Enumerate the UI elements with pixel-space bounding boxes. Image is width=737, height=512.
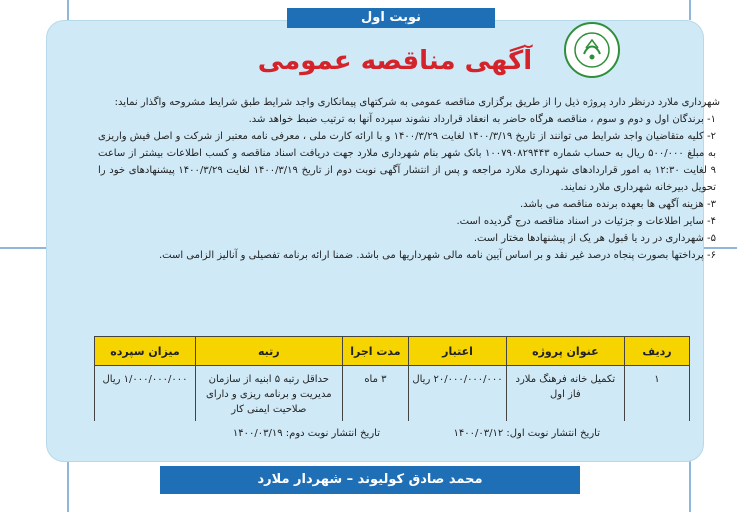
second-publication-date: تاریخ انتشار نوبت دوم: ۱۴۰۰/۰۳/۱۹ <box>232 428 380 439</box>
column-header: مدت اجرا <box>342 337 409 366</box>
credit-amount: ۲۰/۰۰۰/۰۰۰/۰۰۰ ریال <box>409 366 507 422</box>
municipality-logo <box>564 22 620 78</box>
table-row <box>95 366 690 422</box>
tender-table <box>94 336 690 421</box>
intro-text: شهرداری ملارد درنظر دارد پروژه ذیل را از طریق برگزاری مناقصه عمومی به شرکتهای پیمانکاری واجد شرایط طبق شرایط مشروحه واگذار نماید: <box>114 97 720 108</box>
duration: ۳ ماه <box>342 366 409 422</box>
first-publication-date: تاریخ انتشار نوبت اول: ۱۴۰۰/۰۳/۱۲ <box>453 428 600 439</box>
project-title: تکمیل خانه فرهنگ ملارد فاز اول <box>506 366 624 422</box>
column-header: میزان سپرده <box>95 337 196 366</box>
condition-item: ۵- شهرداری در رد یا قبول هر یک از پیشنهادها مختار است. <box>473 233 716 244</box>
notice-title: آگهی مناقصه عمومی <box>257 46 533 76</box>
logo-emblem-icon <box>572 30 612 70</box>
publication-tab: نوبت اول <box>287 8 495 28</box>
column-header: عنوان پروژه <box>506 337 624 366</box>
condition-item: ۱- برندگان اول و دوم و سوم ، مناقصه هرگاه حاضر به انعقاد قرارداد نشوند سپرده آنها به ترتیب ضبط خواهد شد. <box>248 114 716 125</box>
condition-item: ۴- سایر اطلاعات و جزئیات در اسناد مناقصه درج گردیده است. <box>456 216 716 227</box>
column-header: اعتبار <box>409 337 507 366</box>
condition-item: ۳- هزینه آگهی ها بعهده برنده مناقصه می باشد. <box>519 199 716 210</box>
row-index: ۱ <box>624 366 689 422</box>
table-header-row <box>95 337 690 366</box>
condition-item: ۶- پرداختها بصورت پنجاه درصد غیر نقد و بر اساس آیین نامه مالی شهرداریها می باشد. ضمنا ارائه برنامه تفصیلی و آنالیز الزامی است. <box>158 250 716 261</box>
deposit-amount: ۱/۰۰۰/۰۰۰/۰۰۰ ریال <box>95 366 196 422</box>
contractor-rank: حداقل رتبه ۵ ابنیه از سازمان مدیریت و برنامه ریزی و دارای صلاحیت ایمنی کار <box>196 366 343 422</box>
notice-body <box>98 94 720 264</box>
column-header: ردیف <box>624 337 689 366</box>
condition-item: ۲- کلیه متقاضیان واجد شرایط می توانند از تاریخ ۱۴۰۰/۳/۱۹ لغایت ۱۴۰۰/۳/۲۹ و با ارائه کارت ملی ، معرفی نامه معتبر از شرکت و اصل فیش واریزی به مبلغ ۵۰۰/۰۰۰ ریال به حساب شماره ۱۰۰۷۹۰۸۲۹۴۴۳ بانک شهر بنام شهرداری ملارد جهت دریافت اسناد مناقصه و کسب اطلاعات بیشتر از ساعت ۹ لغایت ۱۲:۳۰ به امور قراردادهای شهرداری ملارد مراجعه و پس از انتشار آگهی نوبت دوم از تاریخ ۱۴۰۰/۳/۱۹ لغایت ۱۴۰۰/۳/۲۹ پیشنهادهای خود را تحویل دبیرخانه شهرداری ملارد نمایند. <box>98 131 716 193</box>
column-header: رتبه <box>196 337 343 366</box>
mayor-signature-bar: محمد صادق کولیوند – شهردار ملارد <box>160 466 580 494</box>
